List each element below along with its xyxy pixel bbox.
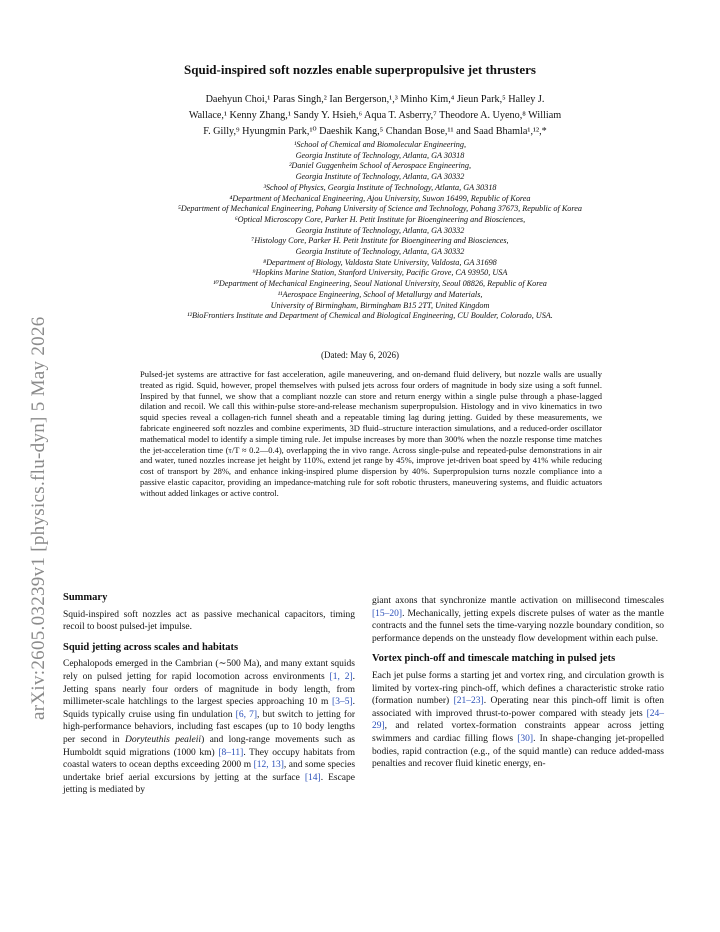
affiliation-line: ²Daniel Guggenheim School of Aerospace Engineering, — [288, 161, 472, 171]
text-run: . Squids typically cruise using fin undulation — [63, 697, 355, 720]
author-list — [95, 92, 655, 140]
author-line: Daehyun Choi,¹ Paras Singh,² Ian Bergerson,¹,³ Minho Kim,⁴ Jieun Park,⁵ Halley J. — [205, 94, 545, 105]
affiliation-line: ⁹Hopkins Marine Station, Stanford University, Pacific Grove, CA 93950, USA — [252, 268, 508, 278]
affiliation-line: ¹⁰Department of Mechanical Engineering, Seoul National University, Seoul 08826, Republic of Korea — [213, 279, 547, 289]
text-run: , and some species undertake brief aerial excursions by jetting at the surface — [63, 760, 356, 783]
affiliation-line: Georgia Institute of Technology, Atlanta, GA 30332 — [295, 247, 465, 257]
affiliation-line: Georgia Institute of Technology, Atlanta, GA 30332 — [295, 225, 465, 235]
species-name: Doryteuthis pealeii — [124, 734, 202, 745]
citation-link[interactable]: [15–20] — [372, 608, 403, 619]
text-run: , and related vortex-formation constraints appear across jetting swimmers and cardiac filling flows — [372, 721, 664, 744]
citation-link[interactable]: [8–11] — [218, 747, 244, 758]
affiliation-line: ¹²BioFrontiers Institute and Department of Chemical and Biological Engineering, CU Boulder, Colorado, USA. — [187, 311, 553, 321]
citation-link[interactable]: [30] — [517, 733, 534, 744]
text-run: giant axons that synchronize mantle activation on millisecond timescales — [372, 596, 664, 606]
summary-heading: Summary — [63, 592, 108, 603]
left-column — [63, 592, 355, 805]
affiliation-line: University of Birmingham, Birmingham B15 2TT, United Kingdom — [270, 300, 490, 310]
text-run: . Operating near this pinch-off limit is often associated with improved thrust-to-power compared with steady jets — [372, 696, 664, 719]
affiliation-line: ⁴Department of Mechanical Engineering, Ajou University, Suwon 16499, Republic of Korea — [229, 193, 531, 203]
author-line: Wallace,¹ Kenny Zhang,¹ Sandy Y. Hsieh,⁶ Aqua T. Asberry,⁷ Theodore A. Uyeno,⁸ William — [188, 110, 562, 121]
citation-link[interactable]: [6, 7] — [235, 709, 258, 720]
affiliation-line: ³School of Physics, Georgia Institute of Technology, Atlanta, GA 30318 — [263, 182, 497, 192]
affiliation-line: ⁵Department of Mechanical Engineering, Pohang University of Science and Technology, Pohang 37673, Republic of Korea — [177, 204, 583, 214]
citation-link[interactable]: [1, 2] — [329, 671, 353, 682]
text-run: , but switch to jetting for high-performance behaviors, including fast escapes (up to 10 body lengths per second in — [63, 709, 356, 745]
affiliation-line: ¹School of Chemical and Biomolecular Engineering, — [293, 140, 467, 149]
affiliation-line: ⁸Department of Biology, Valdosta State University, Valdosta, GA 31698 — [263, 257, 497, 267]
section-heading: Squid jetting across scales and habitats — [63, 641, 239, 653]
text-run: Cephalopods emerged in the Cambrian (∼500 Ma), and many extant squids rely on pulsed jetting for rapid locomotion across environments — [63, 659, 355, 682]
body-paragraph — [372, 670, 664, 771]
text-run: . In shape-changing jet-propelled bodies, rapid contraction (e.g., of the squid mantle) can reduce added-mass penalties and recover fluid kinetic energy, en- — [372, 733, 664, 770]
body-paragraph — [372, 595, 664, 645]
citation-link[interactable]: [14] — [304, 772, 321, 783]
summary-text: Squid-inspired soft nozzles act as passive mechanical capacitors, timing recoil to boost pulsed-jet impulse. — [63, 609, 355, 633]
affiliation-line: ¹¹Aerospace Engineering, School of Metallurgy and Materials, — [277, 289, 483, 299]
text-run: . Escape jetting is mediated by — [63, 772, 355, 796]
affiliation-line: Georgia Institute of Technology, Atlanta, GA 30318 — [295, 150, 465, 160]
affiliation-list — [60, 140, 700, 322]
arxiv-sidebar — [10, 200, 49, 720]
text-run: . They occupy habitats from coastal waters to ocean depths exceeding 2000 m — [63, 747, 355, 771]
right-column — [372, 595, 664, 779]
affiliation-line: ⁷Histology Core, Parker H. Petit Institute for Bioengineering and Biosciences, — [251, 236, 509, 246]
affiliation-line: Georgia Institute of Technology, Atlanta, GA 30332 — [295, 172, 465, 182]
text-run: . Mechanically, jetting expels discrete pulses of water as the mantle contracts and the funnel sets the time-varying nozzle boundary condition, so performance depends on the unsteady flow development within each pulse. — [372, 608, 664, 644]
section-heading: Vortex pinch-off and timescale matching in pulsed jets — [372, 653, 616, 665]
citation-link[interactable]: [3–5] — [332, 697, 353, 708]
text-run: Each jet pulse forms a starting jet and vortex ring, and circulation growth is limited by vortex-ring pinch-off, which defines a characteristic stroke ratio (formation number) — [372, 670, 664, 707]
body-paragraph — [63, 658, 355, 797]
date-line: (Dated: May 6, 2026) — [321, 350, 399, 360]
author-line: F. Gilly,⁹ Hyungmin Park,¹⁰ Daeshik Kang,⁵ Chandan Bose,¹¹ and Saad Bhamla¹,¹²,* — [203, 126, 547, 137]
arxiv-identifier: arXiv:2605.03239v1 [physics.flu-dyn] 5 May 2026 — [28, 316, 49, 720]
citation-link[interactable]: [21–23] — [453, 696, 484, 707]
text-run: ) and long-range movements such as Humboldt squid migrations (1000 km) — [63, 734, 356, 758]
citation-link[interactable]: [12, 13] — [253, 760, 284, 771]
abstract: Pulsed-jet systems are attractive for fast acceleration, agile maneuvering, and on-demand fluid delivery, but nozzle walls are usually treated as rigid. Squid, however, propel themselves with pulsed jets across four orders of magnitude in body size using a soft funnel. Inspired by that funnel, we show that a compliant nozzle can store and return energy within a single pulse through a phase-lagged dilation and recoil. We call this within-pulse store-and-release mechanism superpropulsion. Histology and in vivo kinematics in two squid species reveal a collagen-rich funnel sheath and a repeatable timing lag during jetting. Guided by these measurements, we fabricate engineered soft nozzles and combine experiments, 3D fluid–structure interaction simulations, and a reduced-order oscillator mathematical model to identify a simple timing rule. Jet impulse increases by more than 300% when the nozzle response time matches the jet-acceleration time (τ/T ≈ 0.2—0.4), overlapping the in vivo range. Across single-pulse and repeated-pulse demonstrations in air and water, tuned nozzles increase jet height by 110%, extend jet range by 45%, improve jet-driven boat speed by 41% while reducing cost of transport by 28%, and enhance inking-inspired plume dispersion by 40%. Superpropulsion turns nozzle compliance into a passive elastic capacitor, providing an impedance-matching rule for soft robotic thrusters, maneuvering systems, and fluidic actuators without added linkages or active control. — [140, 369, 602, 498]
citation-link[interactable]: [24–29] — [372, 708, 664, 732]
affiliation-line: ⁶Optical Microscopy Core, Parker H. Petit Institute for Bioengineering and Biosciences, — [234, 214, 526, 224]
paper-title: Squid-inspired soft nozzles enable superpropulsive jet thrusters — [184, 62, 536, 77]
text-run: . Jetting spans nearly four orders of magnitude in body length, from millimeter-scale hatchlings to the largest species approaching 10 m — [63, 671, 355, 708]
